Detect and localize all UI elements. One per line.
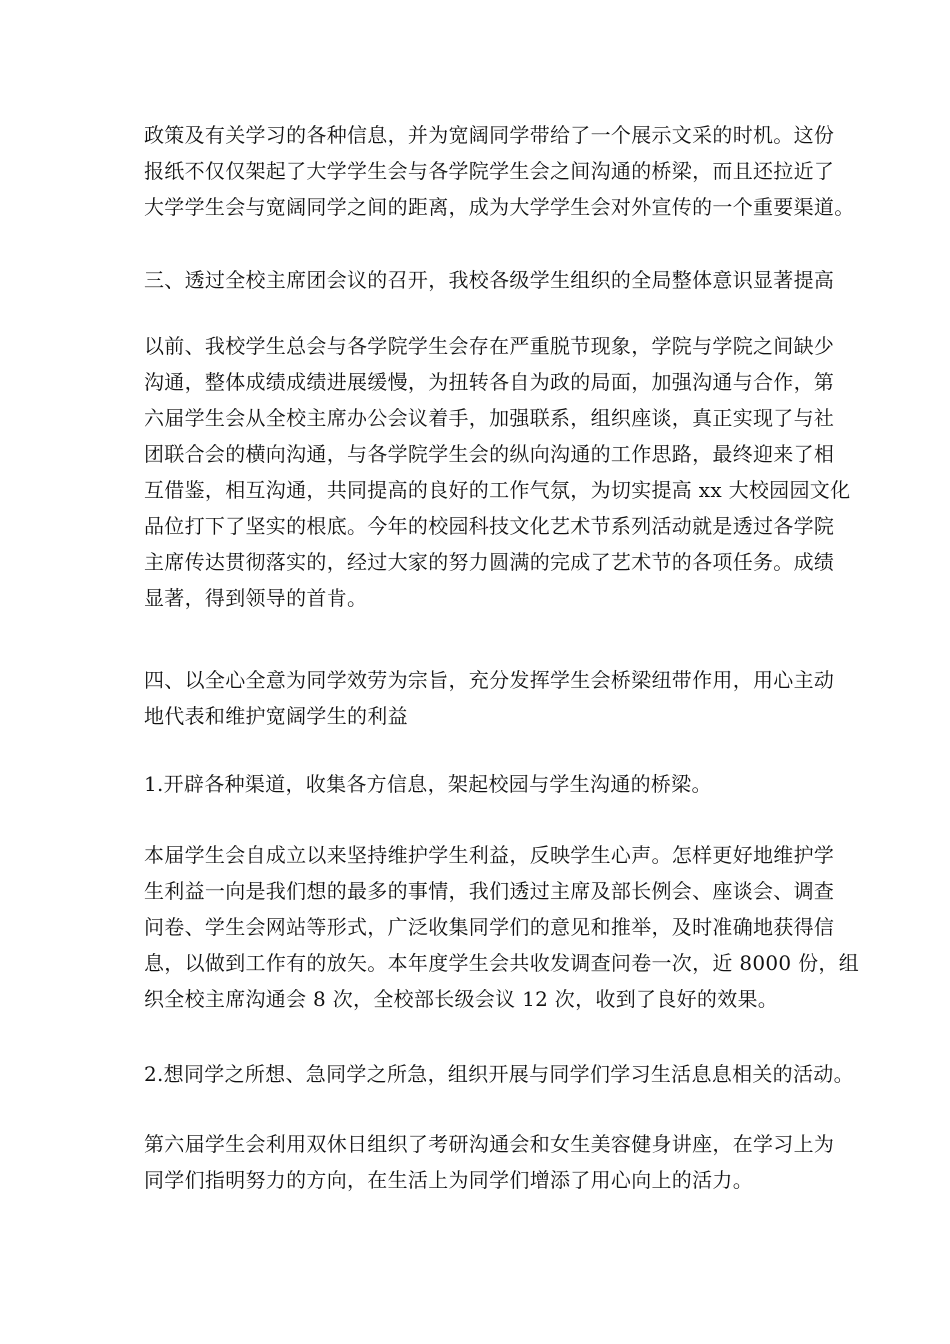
text-line: 品位打下了坚实的根底。今年的校园科技文化艺术节系列活动就是透过各学院 bbox=[144, 514, 835, 538]
text-line: 大学学生会与宽阔同学之间的距离，成为大学学生会对外宣传的一个重要渠道。 bbox=[144, 195, 855, 219]
text-line: 本届学生会自成立以来坚持维护学生利益，反映学生心声。怎样更好地维护学 bbox=[144, 843, 835, 867]
subheading-item-one bbox=[144, 766, 814, 802]
text-line: 沟通，整体成绩成绩进展缓慢，为扭转各自为政的局面，加强沟通与合作，第 bbox=[144, 370, 835, 394]
heading-line: 四、以全心全意为同学效劳为宗旨，充分发挥学生会桥梁纽带作用，用心主动 bbox=[144, 668, 835, 692]
text-line: 互借鉴，相互沟通，共同提高的良好的工作气氛，为切实提高 xx 大校园园文化 bbox=[144, 478, 851, 502]
paragraph-newspaper-channel bbox=[144, 117, 855, 225]
text-line: 报纸不仅仅架起了大学学生会与各学院学生会之间沟通的桥梁，而且还拉近了 bbox=[144, 159, 835, 183]
heading-section-four bbox=[144, 662, 835, 734]
text-line: 政策及有关学习的各种信息，并为宽阔同学带给了一个展示文采的时机。这份 bbox=[144, 123, 835, 147]
subheading-item-two bbox=[144, 1056, 854, 1092]
text-line: 生利益一向是我们想的最多的事情，我们透过主席及部长例会、座谈会、调查 bbox=[144, 879, 835, 903]
text-line: 显著，得到领导的首肯。 bbox=[144, 586, 368, 610]
text-line: 团联合会的横向沟通，与各学院学生会的纵向沟通的工作思路，最终迎来了相 bbox=[144, 442, 835, 466]
text-line: 第六届学生会利用双休日组织了考研沟通会和女生美容健身讲座，在学习上为 bbox=[144, 1132, 835, 1156]
paragraph-chairman-meetings bbox=[144, 328, 851, 616]
paragraph-weekend-activities bbox=[144, 1126, 835, 1198]
heading-line: 地代表和维护宽阔学生的利益 bbox=[144, 704, 408, 728]
text-line: 问卷、学生会网站等形式，广泛收集同学们的意见和推举，及时准确地获得信 bbox=[144, 915, 835, 939]
text-line: 六届学生会从全校主席办公会议着手，加强联系，组织座谈，真正实现了与社 bbox=[144, 406, 835, 430]
text-line: 主席传达贯彻落实的，经过大家的努力圆满的完成了艺术节的各项任务。成绩 bbox=[144, 550, 835, 574]
text-line: 息，以做到工作有的放矢。本年度学生会共收发调查问卷一次，近 8000 份，组 bbox=[144, 951, 860, 975]
text-line: 同学们指明努力的方向，在生活上为同学们增添了用心向上的活力。 bbox=[144, 1168, 753, 1192]
text-line: 以前、我校学生总会与各学院学生会存在严重脱节现象，学院与学院之间缺少 bbox=[144, 334, 835, 358]
text-line: 织全校主席沟通会 8 次，全校部长级会议 12 次，收到了良好的效果。 bbox=[144, 987, 779, 1011]
heading-section-three bbox=[144, 262, 835, 298]
subheading-line: 2.想同学之所想、急同学之所急，组织开展与同学们学习生活息息相关的活动。 bbox=[144, 1062, 854, 1086]
subheading-line: 1.开辟各种渠道，收集各方信息，架起校园与学生沟通的桥梁。 bbox=[144, 772, 712, 796]
heading-line: 三、透过全校主席团会议的召开，我校各级学生组织的全局整体意识显著提高 bbox=[144, 268, 835, 292]
paragraph-student-interests bbox=[144, 837, 860, 1017]
